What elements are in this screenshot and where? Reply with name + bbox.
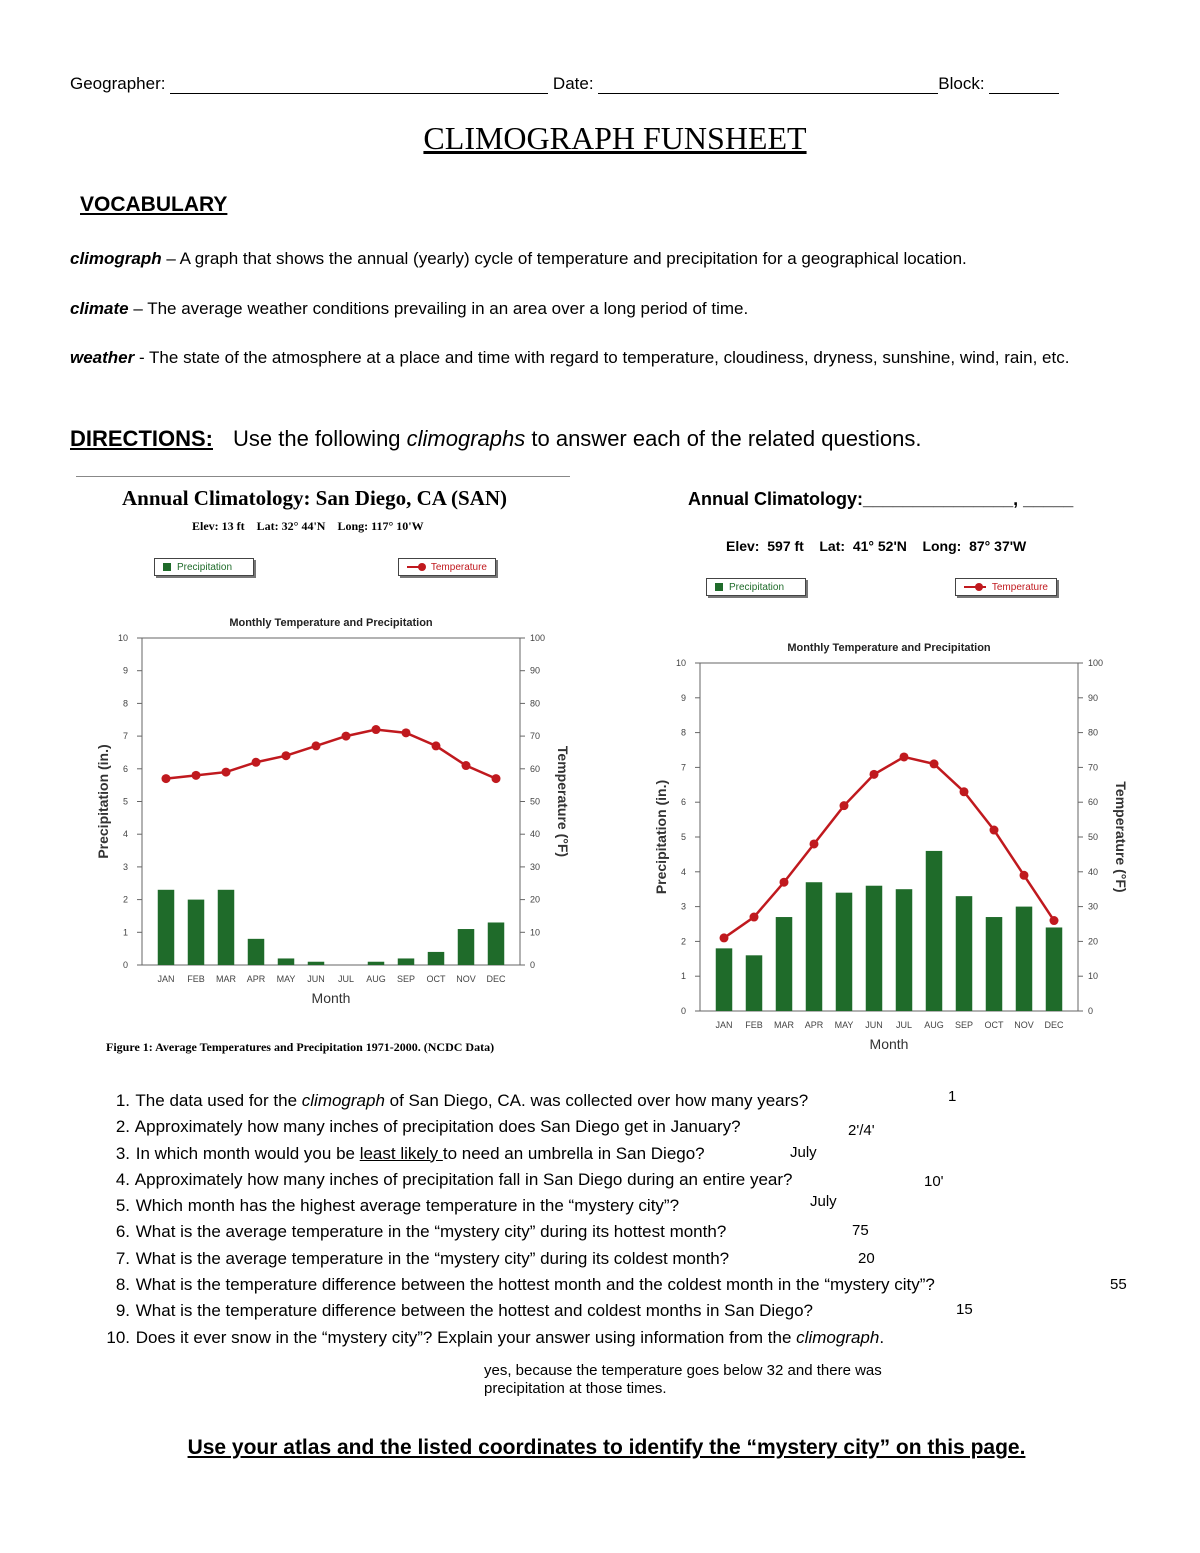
x-tick-label: MAY [834, 1020, 854, 1030]
chart1-coordinates: Elev: 13 ft Lat: 32° 44'N Long: 117° 10'W [192, 519, 424, 533]
y2-tick-label: 80 [530, 698, 541, 709]
x-tick-label: MAR [774, 1020, 794, 1030]
temperature-point [192, 771, 201, 780]
question-item [90, 1141, 935, 1167]
term: weather [70, 348, 135, 367]
y2-tick-label: 30 [530, 861, 541, 872]
temperature-point [462, 761, 471, 770]
x-tick-label: JUL [337, 974, 355, 984]
temperature-point [930, 759, 939, 768]
precip-bar [716, 948, 733, 1011]
definition-text: - The state of the atmosphere at a place and time with regard to temperature, cloudiness, dryness, sunshine, wind, rain, etc. [134, 348, 1070, 367]
temp-swatch [407, 566, 425, 568]
precip-bar [158, 890, 175, 965]
x-tick-label: APR [804, 1020, 824, 1030]
question-number: 1. [115, 1091, 130, 1110]
chart2-legend-temp [955, 578, 1057, 596]
question-list [90, 1088, 1127, 1351]
y-tick-label: 7 [122, 731, 128, 742]
temperature-point [372, 725, 381, 734]
handwritten-answer: July [790, 1143, 817, 1161]
precip-bar [488, 922, 505, 965]
y-tick-label: 2 [680, 936, 686, 947]
question-item [90, 1272, 1127, 1298]
y-tick-label: 7 [680, 762, 686, 773]
precip-bar [308, 962, 325, 965]
y2-tick-label: 60 [530, 763, 541, 774]
handwritten-answer: 20 [858, 1249, 875, 1267]
legend-label: Temperature [991, 581, 1048, 593]
temperature-point [840, 801, 849, 810]
definition-text: – The average weather conditions prevailing in an area over a long period of time. [128, 299, 749, 318]
precip-bar [218, 890, 235, 965]
question-text: Approximately how many inches of precipitation does San Diego get in January? [134, 1117, 741, 1137]
y-tick-label: 1 [122, 927, 128, 938]
y-tick-label: 4 [122, 829, 128, 840]
question-text: climograph [301, 1091, 385, 1110]
question-item [90, 1193, 935, 1219]
definition-climograph [70, 243, 1130, 274]
precip-bar [248, 939, 265, 965]
temperature-point [870, 770, 879, 779]
y-tick-label: 0 [680, 1006, 686, 1016]
y2-tick-label: 100 [530, 633, 546, 643]
x-tick-label: AUG [924, 1020, 944, 1030]
temperature-point [432, 741, 441, 750]
question-text: Approximately how many inches of precipitation fall in San Diego during an entire year? [134, 1169, 793, 1189]
temperature-point [960, 787, 969, 796]
date-field[interactable] [598, 77, 938, 94]
x-tick-label: SEP [396, 974, 416, 984]
geographer-field[interactable] [170, 77, 548, 94]
x-tick-label: JUN [307, 974, 325, 984]
precip-bar [1046, 927, 1063, 1011]
y2-axis-label: Temperature (°F) [1113, 781, 1129, 893]
y2-tick-label: 10 [530, 927, 541, 938]
x-tick-label: NOV [1014, 1020, 1034, 1030]
temperature-point [780, 878, 789, 887]
y-tick-label: 1 [680, 971, 686, 982]
precip-bar [896, 889, 913, 1011]
x-tick-label: MAR [216, 974, 236, 984]
question-number: 5. [115, 1196, 130, 1216]
question10-answer: yes, because the temperature goes below 32 and there was precipitation at those times. [484, 1362, 882, 1397]
question-text: of San Diego, CA. was collected over how many years? [384, 1091, 809, 1110]
x-tick-label: AUG [366, 974, 386, 984]
question-text: climograph [796, 1327, 880, 1347]
y-tick-label: 5 [122, 796, 128, 807]
question-text: least likely [359, 1143, 443, 1163]
question-number: 7. [115, 1248, 130, 1268]
question-text: The data used for the [135, 1091, 302, 1110]
block-field[interactable] [989, 77, 1059, 94]
precip-bar [428, 952, 445, 965]
divider [76, 476, 570, 477]
precip-bar [836, 893, 853, 1011]
directions-italic: climographs [406, 426, 526, 451]
directions [70, 426, 922, 452]
y-tick-label: 8 [680, 727, 686, 738]
handwritten-answer: 15 [956, 1301, 973, 1319]
precip-bar [776, 917, 793, 1011]
temperature-point [720, 933, 729, 942]
handwritten-answer: 10' [924, 1172, 944, 1190]
y-tick-label: 9 [122, 665, 128, 676]
question-text: to need an umbrella in San Diego? [442, 1143, 705, 1163]
y-tick-label: 4 [680, 866, 686, 877]
handwritten-answer: 2'/4' [848, 1122, 875, 1140]
temperature-point [162, 774, 171, 783]
temperature-point [222, 768, 231, 777]
question-text: . [879, 1327, 885, 1347]
temperature-line [724, 757, 1054, 938]
chart-title: Monthly Temperature and Precipitation [229, 617, 433, 629]
question-number: 2. [115, 1117, 130, 1137]
temperature-point [810, 839, 819, 848]
question-text: What is the average temperature in the “mystery city” during its hottest month? [135, 1222, 727, 1242]
temperature-point [252, 758, 261, 767]
handwritten-answer: 75 [852, 1222, 869, 1240]
chart1-heading: Annual Climatology: San Diego, CA (SAN) [122, 486, 508, 510]
precip-bar [188, 900, 205, 965]
question-number: 6. [115, 1222, 130, 1242]
y-tick-label: 2 [122, 894, 128, 905]
question-text: Which month has the highest average temperature in the “mystery city”? [135, 1196, 680, 1216]
chart-title: Monthly Temperature and Precipitation [787, 642, 991, 654]
question-number: 8. [115, 1275, 130, 1295]
legend-label: Temperature [430, 561, 487, 573]
y-axis-label: Precipitation (in.) [653, 779, 669, 895]
precip-swatch [715, 583, 723, 591]
y2-tick-label: 40 [1088, 866, 1099, 877]
y-tick-label: 6 [680, 797, 686, 808]
x-tick-label: NOV [456, 974, 476, 984]
definition-weather [70, 342, 1130, 373]
y2-tick-label: 30 [1088, 901, 1099, 912]
handwritten-answer: July [810, 1193, 837, 1211]
y2-tick-label: 90 [530, 665, 541, 676]
x-tick-label: DEC [1044, 1020, 1064, 1030]
question-text: In which month would you be [135, 1143, 360, 1163]
y-tick-label: 3 [122, 861, 128, 872]
legend-label: Precipitation [729, 581, 785, 593]
question-item [90, 1088, 957, 1114]
temp-swatch [964, 586, 986, 588]
temperature-point [990, 826, 999, 835]
temperature-point [282, 751, 291, 760]
legend-label: Precipitation [177, 561, 233, 573]
y2-tick-label: 100 [1088, 658, 1104, 668]
precip-bar [956, 896, 973, 1011]
y-tick-label: 8 [122, 698, 128, 709]
x-axis-label: Month [311, 990, 351, 1006]
x-tick-label: JUL [895, 1020, 913, 1030]
question-number: 10. [106, 1327, 130, 1347]
precip-bar [926, 851, 943, 1011]
x-tick-label: SEP [954, 1020, 974, 1030]
y2-tick-label: 20 [1088, 936, 1099, 947]
precip-bar [458, 929, 475, 965]
directions-text: Use the following [233, 426, 407, 451]
chart2-climograph [630, 620, 1150, 1060]
question-text: What is the temperature difference between the hottest month and the coldest month in the “mystery city”? [135, 1275, 935, 1295]
precip-bar [398, 958, 415, 965]
y2-tick-label: 70 [530, 731, 541, 742]
temperature-point [900, 752, 909, 761]
y2-axis-label: Temperature (°F) [555, 745, 571, 858]
temperature-line [166, 730, 496, 779]
handwritten-answer: 55 [1110, 1276, 1127, 1294]
term: climograph [70, 249, 162, 268]
chart1-legend-precip [154, 558, 254, 576]
temperature-point [750, 913, 759, 922]
x-tick-label: JUN [865, 1020, 883, 1030]
x-tick-label: MAY [276, 974, 296, 984]
y-tick-label: 5 [680, 832, 686, 842]
y-tick-label: 3 [680, 901, 686, 912]
y-tick-label: 9 [680, 692, 686, 703]
y2-tick-label: 0 [530, 960, 536, 970]
question-number: 3. [115, 1143, 130, 1163]
page-title: CLIMOGRAPH FUNSHEET [423, 120, 807, 156]
x-tick-label: DEC [486, 974, 506, 984]
x-tick-label: FEB [187, 974, 205, 984]
question-item [90, 1114, 935, 1140]
handwritten-answer: 1 [948, 1088, 957, 1105]
question-number: 9. [115, 1301, 130, 1321]
definition-text: – A graph that shows the annual (yearly) cycle of temperature and precipitation for a geographical location. [161, 249, 967, 268]
term: climate [70, 299, 129, 318]
y2-tick-label: 0 [1088, 1006, 1094, 1016]
y-tick-label: 0 [122, 960, 128, 970]
question-number: 4. [115, 1169, 130, 1189]
chart1-legend-temp [398, 558, 496, 576]
student-info-line [70, 74, 1059, 94]
chart2-coordinates: Elev: 597 ft Lat: 41° 52'N Long: 87° 37'W [726, 538, 1027, 554]
x-tick-label: FEB [745, 1020, 763, 1030]
temperature-point [312, 741, 321, 750]
question-item [90, 1325, 935, 1351]
geographer-label: Geographer: [70, 74, 166, 93]
chart1-climograph [80, 600, 580, 1020]
precip-bar [278, 958, 295, 965]
question-item [90, 1219, 935, 1245]
question-text: Does it ever snow in the “mystery city”? Explain your answer using information from the [135, 1327, 797, 1347]
y-tick-label: 10 [117, 633, 128, 643]
date-label: Date: [552, 74, 594, 93]
x-axis-label: Month [869, 1036, 909, 1052]
y-tick-label: 6 [122, 763, 128, 774]
precip-bar [746, 955, 763, 1011]
temperature-point [1020, 871, 1029, 880]
footer-instruction: Use your atlas and the listed coordinates to identify the “mystery city” on this page. [187, 1436, 1026, 1459]
precip-bar [806, 882, 823, 1011]
chart1-caption: Figure 1: Average Temperatures and Precipitation 1971-2000. (NCDC Data) [106, 1040, 495, 1054]
y2-tick-label: 10 [1088, 971, 1099, 982]
y2-tick-label: 40 [530, 829, 541, 840]
x-tick-label: JAN [715, 1020, 733, 1030]
chart2-heading: Annual Climatology:_______________, _____ [688, 489, 1074, 509]
chart2-legend-precip [706, 578, 806, 596]
question-item [90, 1246, 935, 1272]
vocabulary-heading: VOCABULARY [80, 193, 228, 216]
y2-tick-label: 80 [1088, 727, 1099, 738]
temperature-point [342, 732, 351, 741]
y2-tick-label: 20 [530, 894, 541, 905]
x-tick-label: OCT [426, 974, 446, 984]
y-axis-label: Precipitation (in.) [95, 744, 111, 859]
precip-bar [986, 917, 1003, 1011]
y2-tick-label: 50 [530, 796, 541, 807]
precip-bar [368, 962, 385, 965]
temperature-point [492, 774, 501, 783]
precip-bar [866, 886, 883, 1011]
question-text: What is the temperature difference between the hottest and coldest months in San Diego? [135, 1301, 813, 1321]
directions-label: DIRECTIONS: [70, 426, 213, 451]
block-label: Block: [938, 74, 985, 93]
y2-tick-label: 90 [1088, 692, 1099, 703]
temperature-point [1050, 916, 1059, 925]
y2-tick-label: 70 [1088, 762, 1099, 773]
precip-swatch [163, 563, 171, 571]
directions-text-end: to answer each of the related questions. [525, 426, 922, 451]
definition-climate [70, 293, 1130, 324]
question-item [90, 1298, 973, 1324]
question-item [90, 1167, 944, 1193]
x-tick-label: APR [246, 974, 266, 984]
y-tick-label: 10 [675, 658, 686, 668]
y2-tick-label: 50 [1088, 832, 1099, 842]
precip-bar [1016, 907, 1033, 1011]
y2-tick-label: 60 [1088, 797, 1099, 808]
question-text: What is the average temperature in the “mystery city” during its coldest month? [135, 1248, 730, 1268]
x-tick-label: JAN [157, 974, 175, 984]
temperature-point [402, 728, 411, 737]
x-tick-label: OCT [984, 1020, 1004, 1030]
